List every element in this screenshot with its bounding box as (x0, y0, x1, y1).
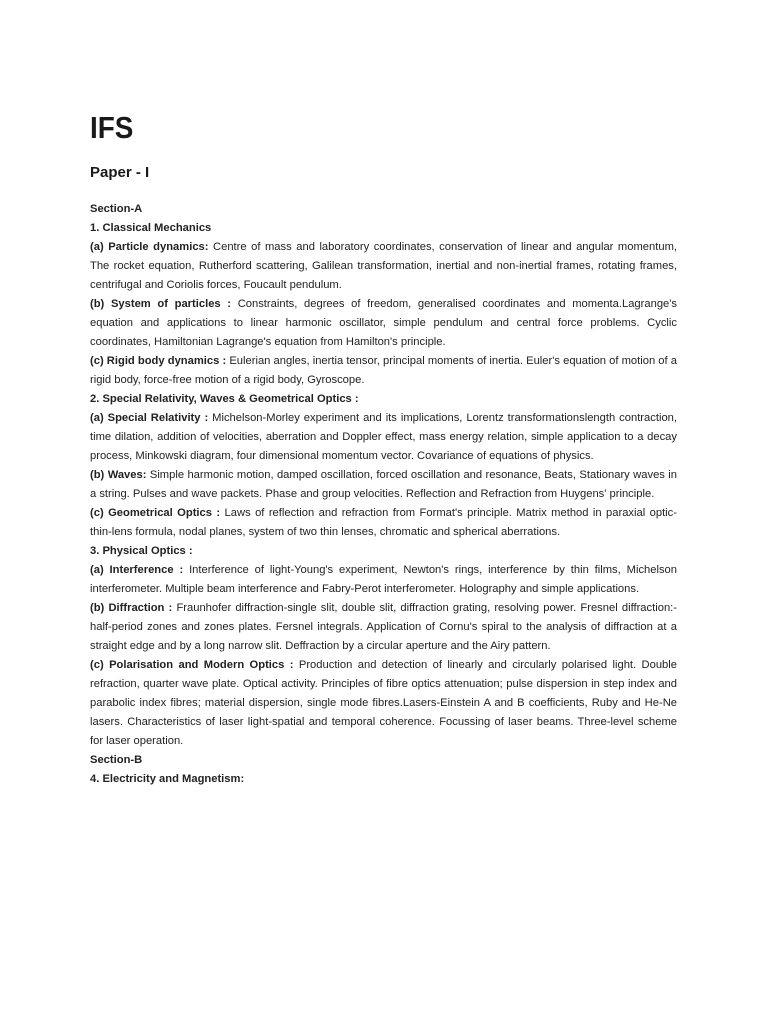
document-title: IFS (90, 110, 134, 145)
topic-paragraph (90, 409, 677, 466)
topic-label: (a) Interference : (90, 564, 184, 576)
topic-label: (c) Rigid body dynamics : (90, 355, 227, 367)
topic-text: Laws of reflection and refraction from Format's principle. Matrix method in paraxial optic-thin-lens formula, nodal planes, system of two thin lenses, chromatic and spherical aberrations. (90, 507, 677, 538)
topic-label: (c) Geometrical Optics : (90, 507, 221, 519)
section-heading: 2. Special Relativity, Waves & Geometrical Optics : (90, 393, 359, 405)
topic-label: (b) System of particles : (90, 298, 232, 310)
topic-paragraph (90, 352, 677, 390)
topic-paragraph (90, 295, 677, 352)
topic-text: Production and detection of linearly and circularly polarised light. Double refraction, quarter wave plate. Optical activity. Principles of fibre optics attenuation; pulse dispersion in step index and parabolic index fibres; material dispersion, single mode fibres.Lasers-Einstein A and B coefficients, Ruby and He-Ne lasers. Characteristics of laser light-spatial and temporal coherence. Focussing of laser beams. Three-level scheme for laser operation. (90, 659, 677, 747)
topic-text: Fraunhofer diffraction-single slit, double slit, diffraction grating, resolving power. Fresnel diffraction:- half-period zones and zones plates. Fersnel integrals. Application of Cornu's spiral to the analysis of diffraction at a straight edge and by a long narrow slit. Deffraction by a circular aperture and the Airy pattern. (90, 602, 677, 652)
topic-text: Constraints, degrees of freedom, generalised coordinates and momenta.Lagrange's equation and applications to linear harmonic oscillator, simple pendulum and central force problems. Cyclic coordinates, Hamiltonian Lagrange's equation from Hamilton's principle. (90, 298, 677, 348)
topic-text: Michelson-Morley experiment and its implications, Lorentz transformationslength contraction, time dilation, addition of velocities, aberration and Doppler effect, mass energy relation, simple application to a decay process, Minkowski diagram, four dimensional momentum vector. Covariance of equations of physics. (90, 412, 677, 462)
topic-paragraph (90, 504, 677, 542)
topic-label: (c) Polarisation and Modern Optics : (90, 659, 294, 671)
topic-text: Interference of light-Young's experiment, Newton's rings, interference by thin films, Michelson interferometer. Multiple beam interference and Fabry-Perot interferometer. Holography and simple applications. (90, 564, 678, 595)
section-heading: Section-B (90, 754, 143, 766)
section-heading: Section-A (90, 203, 143, 215)
topic-paragraph (90, 656, 677, 751)
paper-title: Paper - I (90, 164, 150, 181)
topic-text: Eulerian angles, inertia tensor, principal moments of inertia. Euler's equation of motion of a rigid body, force-free motion of a rigid body, Gyroscope. (90, 355, 677, 386)
section-heading: 3. Physical Optics : (90, 545, 193, 557)
topic-text: Centre of mass and laboratory coordinates, conservation of linear and angular momentum, The rocket equation, Rutherford scattering, Galilean transformation, inertial and non-inertial frames, rotating frames, centrifugal and Coriolis forces, Foucault pendulum. (90, 241, 677, 291)
topic-label: (b) Waves: (90, 469, 147, 481)
section-heading: 1. Classical Mechanics (90, 222, 212, 234)
topic-label: (a) Special Relativity : (90, 412, 209, 424)
syllabus-content (90, 200, 677, 789)
topic-paragraph (90, 466, 677, 504)
section-heading: 4. Electricity and Magnetism: (90, 773, 245, 785)
topic-label: (b) Diffraction : (90, 602, 173, 614)
topic-label: (a) Particle dynamics: (90, 241, 209, 253)
topic-text: Simple harmonic motion, damped oscillation, forced oscillation and resonance, Beats, Stationary waves in a string. Pulses and wave packets. Phase and group velocities. Reflection and Refraction from Huygens' principle. (90, 469, 677, 500)
topic-paragraph (90, 599, 677, 656)
topic-paragraph (90, 561, 677, 599)
topic-paragraph (90, 238, 677, 295)
